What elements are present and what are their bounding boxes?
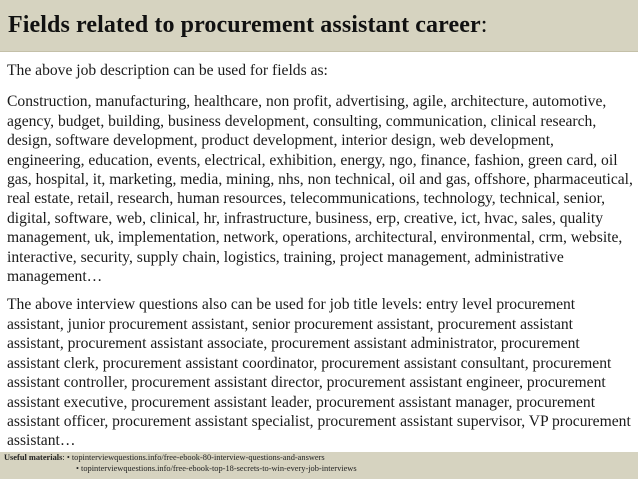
footer-separator: : xyxy=(62,453,67,462)
slide-title-colon: : xyxy=(480,12,488,38)
footer-row-2 xyxy=(4,464,638,475)
footer-label: Useful materials xyxy=(4,453,63,462)
job-levels-paragraph: The above interview questions also can be used for job title levels: entry level procurement assistant, junior procurement assistant, senior procurement assistant, procurement assistant assistant, procurement assistant associate, procurement assistant administrator, procurement assistant clerk, procurement assistant coordinator, procurement assistant consultant, procurement assistant controller, procurement assistant director, procurement assistant engineer, procurement assistant executive, procurement assistant leader, procurement assistant manager, procurement assistant officer, procurement assistant specialist, procurement assistant supervisor, VP procurement assistant… xyxy=(7,296,631,450)
fields-paragraph: Construction, manufacturing, healthcare, non profit, advertising, agile, architecture, automotive, agency, budget, building, business development, consulting, communication, clinical research, design, software development, product development, interior design, web development, engineering, education, events, electrical, exhibition, energy, ngo, finance, fashion, green card, oil gas, hospital, it, marketing, media, mining, nhs, non technical, oil and gas, offshore, pharmaceutical, real estate, retail, research, human resources, telecommunications, technology, technical, senior, digital, software, web, clinical, hr, infrastructure, business, erp, creative, ict, hvac, sales, quality management, uk, implementation, network, operations, architectural, environmental, crm, website, interactive, security, supply chain, logistics, training, project management, administrative management… xyxy=(7,93,633,286)
footer-row-1 xyxy=(4,453,638,464)
title-bar xyxy=(0,0,638,52)
intro-text: The above job description can be used for fields as: xyxy=(7,62,328,79)
footer-link-ebook-80-questions[interactable]: • topinterviewquestions.info/free-ebook-80-interview-questions-and-answers xyxy=(66,453,325,462)
footer-link-ebook-18-secrets[interactable]: • topinterviewquestions.info/free-ebook-top-18-secrets-to-win-every-job-interviews xyxy=(76,463,357,473)
footer xyxy=(0,452,638,479)
slide-title: Fields related to procurement assistant career xyxy=(8,12,481,38)
slide-content xyxy=(7,61,633,451)
